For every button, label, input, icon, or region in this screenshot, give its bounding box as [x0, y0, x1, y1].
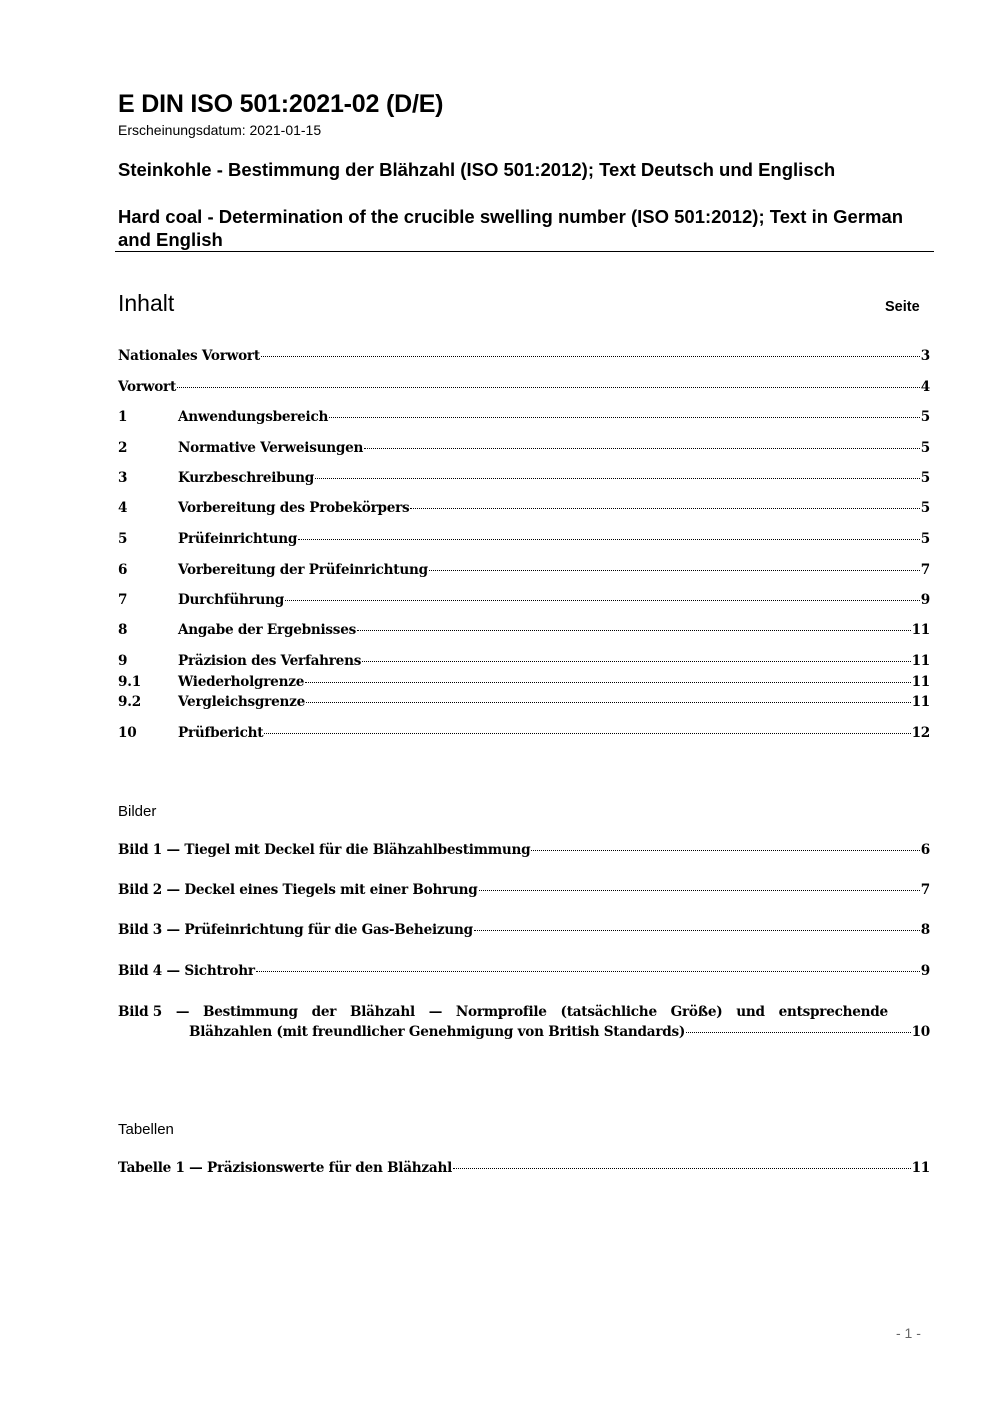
toc-entry-text: Prüfbericht [178, 725, 264, 741]
figure-entry-page: 7 [920, 882, 930, 898]
figure-5-word: der [311, 1004, 337, 1020]
toc-entry-text: Anwendungsbereich [178, 409, 329, 425]
page-number: - 1 - [896, 1325, 921, 1341]
figure-entry[interactable] [118, 922, 930, 942]
toc-entry-page: 11 [911, 653, 930, 669]
toc-entry-page: 11 [911, 622, 930, 638]
figure-entry-text: Bild 1 — Tiegel mit Deckel für die Blähzahlbestimmung [118, 842, 531, 858]
figure-entry-page: 6 [920, 842, 930, 858]
toc-entry-page: 9 [920, 592, 930, 608]
toc-entry-number: 2 [118, 440, 128, 456]
toc-entry-text: Prüfeinrichtung [178, 531, 298, 547]
toc-entry-text: Vorbereitung der Prüfeinrichtung [178, 562, 428, 578]
figure-5-word: Größe) [670, 1004, 723, 1020]
toc-entry[interactable] [118, 562, 930, 582]
toc-entry-page: 5 [920, 440, 930, 456]
toc-entry-text: Angabe der Ergebnisses [178, 622, 357, 638]
toc-entry-number: 7 [118, 592, 128, 608]
figure-entry[interactable] [118, 882, 930, 902]
figure-entry-5-line1[interactable] [118, 1004, 888, 1020]
toc-heading: Inhalt [118, 290, 175, 316]
toc-entry-text: Vergleichsgrenze [178, 694, 305, 710]
toc-leader [261, 356, 920, 357]
title-english: Hard coal - Determination of the crucible swelling number (ISO 501:2012); Text in German and English [118, 206, 904, 250]
figure-entry-5-line2[interactable] [189, 1024, 930, 1044]
toc-leader [453, 1168, 911, 1169]
toc-entry-number: 9 [118, 653, 128, 669]
figure-entry-page: 10 [911, 1024, 930, 1040]
figure-entry-text: Bild 3 — Prüfeinrichtung für die Gas-Beheizung [118, 922, 473, 938]
document-id: E DIN ISO 501:2021-02 (D/E) [118, 90, 444, 118]
toc-entry-page: 5 [920, 531, 930, 547]
toc-entry-page: 5 [920, 500, 930, 516]
toc-entry-number: 9.1 [118, 674, 141, 690]
figure-entry[interactable] [118, 842, 930, 862]
toc-leader [329, 417, 920, 418]
header-divider [115, 251, 934, 252]
figure-entry-text: Bild 2 — Deckel eines Tiegels mit einer Bohrung [118, 882, 478, 898]
figure-5-word: entsprechende [778, 1004, 888, 1020]
figure-entry-text: Blähzahlen (mit freundlicher Genehmigung von British Standards) [189, 1024, 686, 1040]
toc-leader [285, 600, 920, 601]
toc-entry-number: 5 [118, 531, 128, 547]
toc-leader [531, 850, 919, 851]
figure-5-word: (tatsächliche [560, 1004, 657, 1020]
toc-entry-text: Vorbereitung des Probekörpers [178, 500, 410, 516]
toc-entry[interactable] [118, 379, 930, 399]
toc-entry[interactable] [118, 348, 930, 368]
toc-entry-number: 1 [118, 409, 128, 425]
toc-leader [306, 702, 911, 703]
figure-5-word: und [736, 1004, 765, 1020]
publication-date: Erscheinungsdatum: 2021-01-15 [118, 122, 322, 138]
toc-entry[interactable] [118, 694, 930, 714]
toc-leader [479, 890, 920, 891]
figure-5-word: Bestimmung [202, 1004, 298, 1020]
toc-entry-number: 4 [118, 500, 128, 516]
toc-entry-page: 7 [920, 562, 930, 578]
toc-leader [298, 539, 920, 540]
toc-entry[interactable] [118, 531, 930, 551]
figures-heading: Bilder [118, 803, 157, 820]
toc-entry-number: 10 [118, 725, 137, 741]
toc-entry-text: Vorwort [118, 379, 176, 395]
figure-5-word: Blähzahl [349, 1004, 415, 1020]
toc-entry[interactable] [118, 500, 930, 520]
tables-heading: Tabellen [118, 1121, 174, 1138]
toc-entry-text: Nationales Vorwort [118, 348, 260, 364]
figure-entry-page: 9 [920, 963, 930, 979]
toc-entry-text: Kurzbeschreibung [178, 470, 314, 486]
toc-entry[interactable] [118, 653, 930, 673]
toc-leader [686, 1032, 910, 1033]
toc-entry-page: 4 [920, 379, 930, 395]
table-entry-page: 11 [911, 1160, 930, 1176]
toc-entry-text: Durchführung [178, 592, 285, 608]
toc-entry-page: 3 [920, 348, 930, 364]
toc-entry-page: 11 [911, 674, 930, 690]
toc-entry[interactable] [118, 622, 930, 642]
toc-leader [256, 971, 920, 972]
toc-entry-number: 6 [118, 562, 128, 578]
toc-page-label: Seite [885, 299, 920, 315]
toc-entry-text: Präzision des Verfahrens [178, 653, 362, 669]
figure-5-label: Bild 5 [118, 1004, 163, 1020]
toc-entry[interactable] [118, 725, 930, 745]
toc-entry-number: 9.2 [118, 694, 141, 710]
toc-entry-page: 12 [911, 725, 930, 741]
figure-entry[interactable] [118, 963, 930, 983]
toc-entry-text: Normative Verweisungen [178, 440, 364, 456]
toc-leader [429, 570, 920, 571]
figure-5-word: Normprofile [455, 1004, 547, 1020]
toc-entry-number: 8 [118, 622, 128, 638]
toc-entry-page: 5 [920, 409, 930, 425]
figure-entry-text: Bild 4 — Sichtrohr [118, 963, 255, 979]
figure-entry-page: 8 [920, 922, 930, 938]
toc-leader [364, 448, 920, 449]
toc-entry[interactable] [118, 409, 930, 429]
toc-leader [474, 930, 920, 931]
toc-entry-page: 5 [920, 470, 930, 486]
toc-leader [177, 387, 920, 388]
toc-leader [357, 630, 911, 631]
figure-5-word: — [428, 1004, 443, 1020]
table-entry[interactable] [118, 1160, 930, 1180]
toc-entry-number: 3 [118, 470, 128, 486]
toc-entry[interactable] [118, 674, 930, 694]
toc-leader [315, 478, 920, 479]
toc-entry-page: 11 [911, 694, 930, 710]
toc-entry[interactable] [118, 440, 930, 460]
toc-leader [264, 733, 910, 734]
title-german: Steinkohle - Bestimmung der Blähzahl (ISO 501:2012); Text Deutsch und Englisch [118, 159, 836, 180]
toc-leader [362, 661, 910, 662]
toc-entry-text: Wiederholgrenze [178, 674, 305, 690]
toc-leader [305, 682, 910, 683]
toc-entry[interactable] [118, 592, 930, 612]
table-entry-text: Tabelle 1 — Präzisionswerte für den Blähzahl [118, 1160, 452, 1176]
toc-leader [410, 508, 919, 509]
toc-entry[interactable] [118, 470, 930, 490]
figure-5-word: — [175, 1004, 190, 1020]
